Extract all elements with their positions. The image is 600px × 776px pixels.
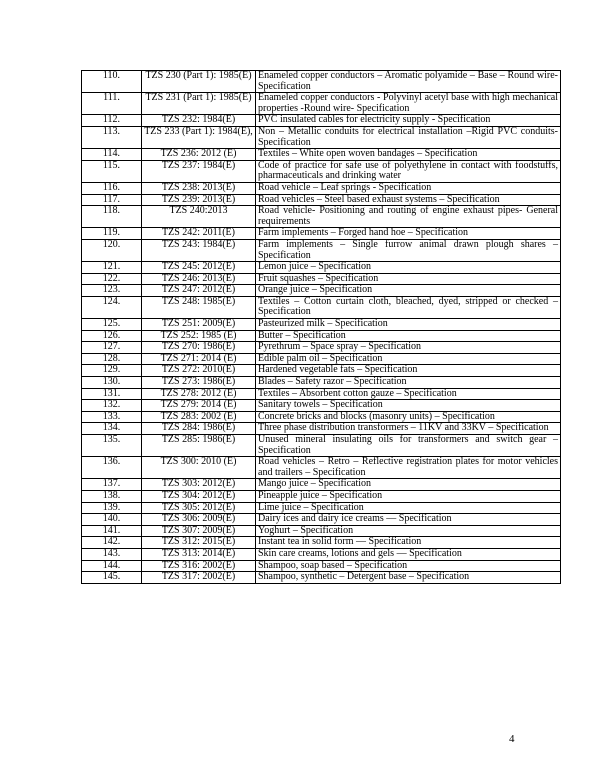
row-number: 137. [82, 479, 142, 491]
table-row [82, 572, 561, 584]
row-number: 133. [82, 411, 142, 423]
standard-code: TZS 273: 1986(E) [142, 377, 256, 389]
standard-code: TZS 231 (Part 1): 1985(E) [142, 93, 256, 115]
standard-code: TZS 312: 2015(E) [142, 537, 256, 549]
standard-code: TZS 307: 2009(E) [142, 525, 256, 537]
table-row [82, 273, 561, 285]
standard-title: Instant tea in solid form — Specification [256, 537, 561, 549]
table-row [82, 160, 561, 182]
table-row [82, 342, 561, 354]
standard-title: Fruit squashes – Specification [256, 273, 561, 285]
row-number: 117. [82, 194, 142, 206]
table-row [82, 479, 561, 491]
standard-code: TZS 316: 2002(E) [142, 560, 256, 572]
standard-code: TZS 272: 2010(E) [142, 365, 256, 377]
row-number: 119. [82, 228, 142, 240]
standard-code: TZS 270: 1986(E) [142, 342, 256, 354]
row-number: 144. [82, 560, 142, 572]
table-row [82, 149, 561, 161]
standard-title: Textiles – Absorbent cotton gauze – Specification [256, 388, 561, 400]
row-number: 127. [82, 342, 142, 354]
row-number: 129. [82, 365, 142, 377]
standard-title: Shampoo, soap based – Specification [256, 560, 561, 572]
table-row [82, 490, 561, 502]
standard-code: TZS 240:2013 [142, 206, 256, 228]
row-number: 122. [82, 273, 142, 285]
standard-title: Road vehicles – Steel based exhaust systems – Specification [256, 194, 561, 206]
standard-code: TZS 251: 2009(E) [142, 319, 256, 331]
row-number: 140. [82, 514, 142, 526]
table-row [82, 457, 561, 479]
standard-title: PVC insulated cables for electricity supply - Specification [256, 115, 561, 127]
standard-title: Unused mineral insulating oils for transformers and switch gear – Specification [256, 435, 561, 457]
table-row [82, 126, 561, 148]
table-row [82, 262, 561, 274]
standard-title: Farm implements – Forged hand hoe – Specification [256, 228, 561, 240]
standard-code: TZS 233 (Part 1): 1984(E), [142, 126, 256, 148]
standard-title: Blades – Safety razor – Specification [256, 377, 561, 389]
row-number: 123. [82, 285, 142, 297]
row-number: 139. [82, 502, 142, 514]
row-number: 118. [82, 206, 142, 228]
standard-title: Skin care creams, lotions and gels — Specification [256, 548, 561, 560]
table-row [82, 377, 561, 389]
standard-code: TZS 232: 1984(E) [142, 115, 256, 127]
table-row [82, 514, 561, 526]
standard-code: TZS 230 (Part 1): 1985(E) [142, 71, 256, 93]
standard-code: TZS 252: 1985 (E) [142, 330, 256, 342]
standard-title: Textiles – White open woven bandages – Specification [256, 149, 561, 161]
table-row [82, 548, 561, 560]
standard-code: TZS 283: 2002 (E) [142, 411, 256, 423]
standard-code: TZS 313: 2014(E) [142, 548, 256, 560]
standard-title: Shampoo, synthetic – Detergent base – Specification [256, 572, 561, 584]
row-number: 135. [82, 435, 142, 457]
standard-code: TZS 317: 2002(E) [142, 572, 256, 584]
standard-title: Three phase distribution transformers – 11KV and 33KV – Specification [256, 423, 561, 435]
standard-code: TZS 236: 2012 (E) [142, 149, 256, 161]
standard-title: Enameled copper conductors - Polyvinyl acetyl base with high mechanical properties -Round wire- Specification [256, 93, 561, 115]
standard-code: TZS 305: 2012(E) [142, 502, 256, 514]
row-number: 130. [82, 377, 142, 389]
standard-title: Concrete bricks and blocks (masonry units) – Specification [256, 411, 561, 423]
standard-title: Pasteurized milk – Specification [256, 319, 561, 331]
standard-title: Pineapple juice – Specification [256, 490, 561, 502]
standard-code: TZS 243: 1984(E) [142, 239, 256, 261]
standard-title: Mango juice – Specification [256, 479, 561, 491]
standard-code: TZS 303: 2012(E) [142, 479, 256, 491]
row-number: 113. [82, 126, 142, 148]
standard-title: Dairy ices and dairy ice creams — Specification [256, 514, 561, 526]
row-number: 121. [82, 262, 142, 274]
row-number: 111. [82, 93, 142, 115]
table-row [82, 228, 561, 240]
standard-code: TZS 237: 1984(E) [142, 160, 256, 182]
row-number: 120. [82, 239, 142, 261]
standard-code: TZS 242: 2011(E) [142, 228, 256, 240]
standard-title: Road vehicle- Positioning and routing of engine exhaust pipes- General requirements [256, 206, 561, 228]
standard-code: TZS 248: 1985(E) [142, 296, 256, 318]
standard-code: TZS 245: 2012(E) [142, 262, 256, 274]
row-number: 125. [82, 319, 142, 331]
row-number: 136. [82, 457, 142, 479]
row-number: 115. [82, 160, 142, 182]
row-number: 142. [82, 537, 142, 549]
standard-code: TZS 300: 2010 (E) [142, 457, 256, 479]
standard-code: TZS 279: 2014 (E) [142, 400, 256, 412]
row-number: 131. [82, 388, 142, 400]
row-number: 141. [82, 525, 142, 537]
table-row [82, 388, 561, 400]
standard-code: TZS 285: 1986(E) [142, 435, 256, 457]
row-number: 124. [82, 296, 142, 318]
standard-title: Textiles – Cotton curtain cloth, bleached, dyed, stripped or checked – Specification [256, 296, 561, 318]
row-number: 132. [82, 400, 142, 412]
table-row [82, 115, 561, 127]
row-number: 126. [82, 330, 142, 342]
standard-code: TZS 304: 2012(E) [142, 490, 256, 502]
table-row [82, 239, 561, 261]
row-number: 110. [82, 71, 142, 93]
standard-title: Enameled copper conductors – Aromatic polyamide – Base – Round wire- Specification [256, 71, 561, 93]
row-number: 116. [82, 182, 142, 194]
table-row [82, 93, 561, 115]
table-row [82, 423, 561, 435]
standard-title: Hardened vegetable fats – Specification [256, 365, 561, 377]
table-row [82, 285, 561, 297]
standard-code: TZS 239: 2013(E) [142, 194, 256, 206]
table-row [82, 435, 561, 457]
standard-code: TZS 247: 2012(E) [142, 285, 256, 297]
standard-title: Butter – Specification [256, 330, 561, 342]
standard-code: TZS 238: 2013(E) [142, 182, 256, 194]
table-row [82, 353, 561, 365]
table-row [82, 400, 561, 412]
standard-title: Road vehicles – Retro – Reflective registration plates for motor vehicles and trailers – Specification [256, 457, 561, 479]
table-row [82, 319, 561, 331]
standard-title: Lime juice – Specification [256, 502, 561, 514]
standard-title: Yoghurt – Specification [256, 525, 561, 537]
table-row [82, 206, 561, 228]
table-row [82, 411, 561, 423]
standard-code: TZS 306: 2009(E) [142, 514, 256, 526]
row-number: 128. [82, 353, 142, 365]
table-row [82, 296, 561, 318]
row-number: 145. [82, 572, 142, 584]
standards-table [81, 70, 561, 584]
standard-title: Orange juice – Specification [256, 285, 561, 297]
standard-title: Code of practice for safe use of polyethylene in contact with foodstuffs, pharmaceuticals and drinking water [256, 160, 561, 182]
table-row [82, 502, 561, 514]
standard-code: TZS 284: 1986(E) [142, 423, 256, 435]
table-row [82, 330, 561, 342]
table-row [82, 560, 561, 572]
standard-title: Edible palm oil – Specification [256, 353, 561, 365]
standard-code: TZS 246: 2013(E) [142, 273, 256, 285]
standard-title: Lemon juice – Specification [256, 262, 561, 274]
standard-title: Sanitary towels – Specification [256, 400, 561, 412]
table-body [82, 71, 561, 584]
standard-title: Non – Metallic conduits for electrical installation –Rigid PVC conduits- Specification [256, 126, 561, 148]
page-number: 4 [509, 733, 515, 745]
table-row [82, 537, 561, 549]
table-row [82, 71, 561, 93]
standard-title: Road vehicle – Leaf springs - Specification [256, 182, 561, 194]
standard-title: Pyrethrum – Space spray – Specification [256, 342, 561, 354]
standard-code: TZS 271: 2014 (E) [142, 353, 256, 365]
row-number: 112. [82, 115, 142, 127]
row-number: 143. [82, 548, 142, 560]
row-number: 138. [82, 490, 142, 502]
row-number: 134. [82, 423, 142, 435]
table-row [82, 365, 561, 377]
standard-code: TZS 278: 2012 (E) [142, 388, 256, 400]
table-row [82, 194, 561, 206]
standard-title: Farm implements – Single furrow animal drawn plough shares – Specification [256, 239, 561, 261]
table-row [82, 525, 561, 537]
row-number: 114. [82, 149, 142, 161]
table-row [82, 182, 561, 194]
